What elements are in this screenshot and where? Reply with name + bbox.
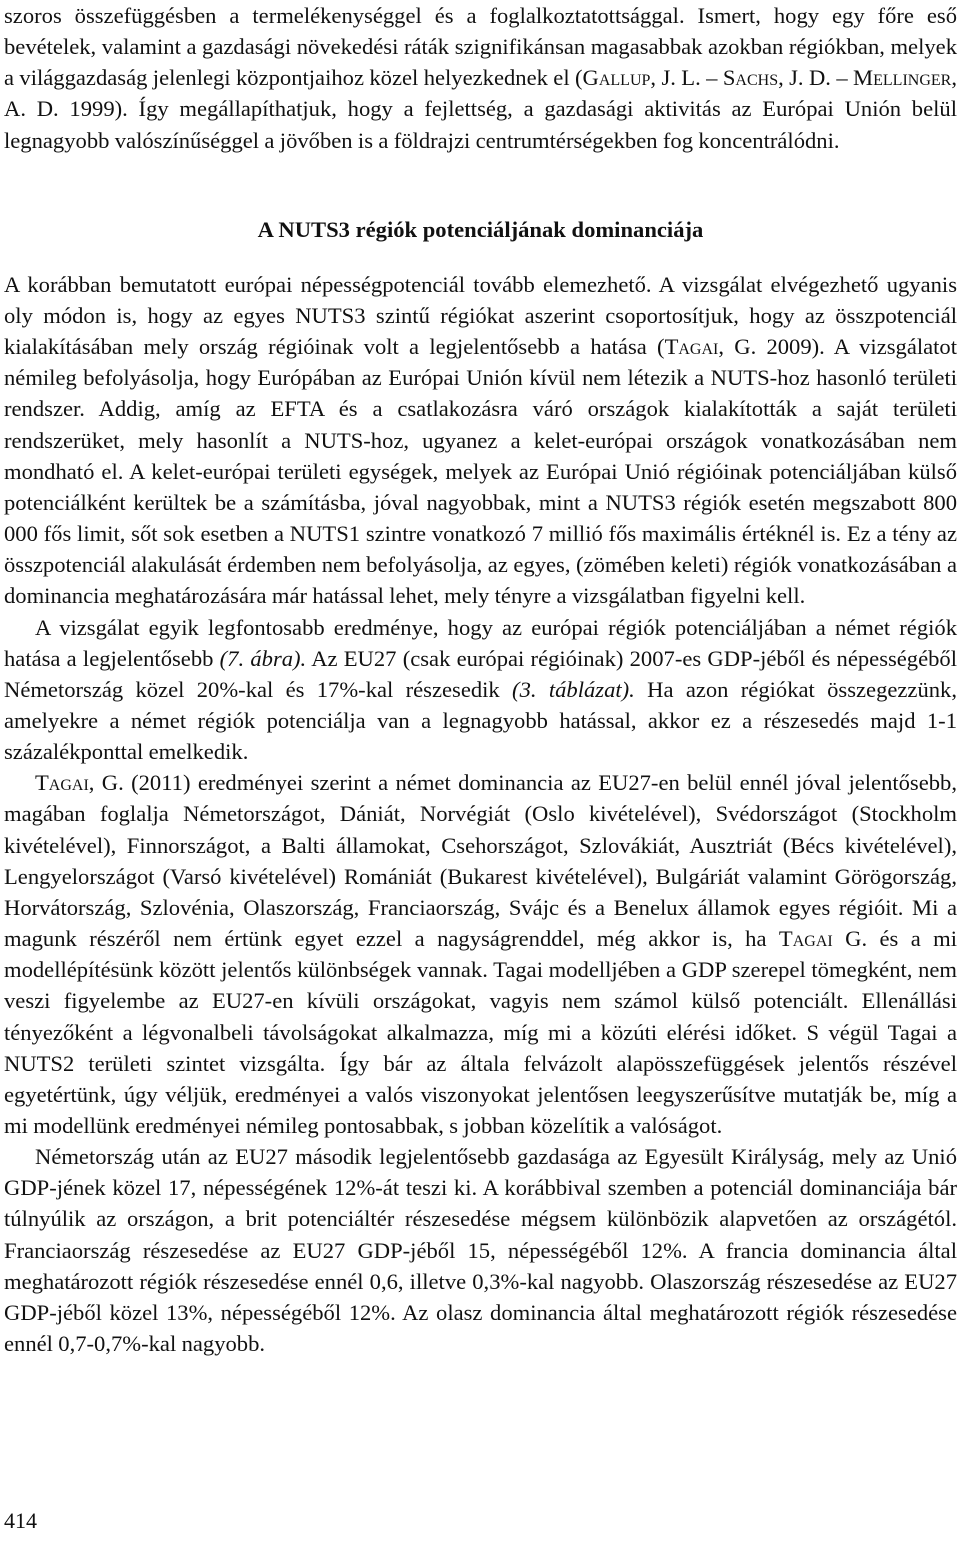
text-run: , G. 2009). A vizsgálatot némileg befolyásolja, hogy Európában az Európai Unión kívül nem létezik a NUTS-hoz hasonló területi rendszer. Addig, amíg az EFTA és a csatlakozásra váró országok kialakították a saját területi rendszerüket, mely hasonlít a NUTS-hoz, ugyanez a kelet-európai országok vonatkozásában nem mondható el. A kelet-európai területi egységek, melyek az Európai Unió régióinak potenciáljában külső potenciálként kerültek be a számításba, jóval nagyobbak, mint a NUTS3 régiók esetén megszabott 800 000 fős limit, sőt sok esetben a NUTS1 szintre vonatkozó 7 millió fős maximális értéknél is. Ez a tény az összpotenciál alakulását érdemben nem befolyásolja, az egyes, (zömében keleti) régiók vonatkozásában a dominancia meghatározására már hatással lehet, mely tényre a vizsgálatban figyelni kell. [4, 334, 957, 609]
author-name: Sachs [722, 65, 779, 91]
figure-reference: (7. ábra). [219, 645, 307, 671]
paragraph-nuts3 [4, 269, 957, 612]
paragraph-german-dominance [4, 612, 957, 768]
text-run: , G. (2011) eredményei szerint a német dominancia az EU27-en belül ennél jóval jelentősebb, magában foglalja Németországot, Dániát, Norvégiát (Oslo kivételével), Svédországot (Stockholm kivételével), Finnországot, a Balti államokat, Csehországot, Szlovákiát, Ausztriát (Bécs kivételével), Lengyelországot (Varsó kivételével) Romániát (Bukarest kivételével), Bulgáriát valamint Görögország, Horvátország, Szlovénia, Olaszország, Franciaország, Svájc és a Benelux államok egyes régióit. Mi a magunk részéről nem értünk egyet ezzel a nagyságrenddel, még akkor is, ha [4, 770, 957, 952]
author-name: Gallup [582, 65, 651, 91]
text-run: A korábban bemutatott európai népességpotenciál tovább elemezhető. A vizsgálat elvégezhető ugyanis oly módon is, hogy az egyes NUTS3 szintű régiókat aszerint csoportosítjuk, hogy az összpotenciál kialakításában mely ország régióinak volt a legjelentősebb a hatása ( [4, 271, 957, 360]
page-number: 414 [4, 1508, 37, 1533]
text-run: Ha azon régiókat összegezzünk, amelyekre a német régiók potenciálja van a legnagyobb hatással, akkor ez a részesedés majd 1-1 százalékponttal emelkedik. [4, 676, 957, 765]
text-run: , J. L. – [650, 65, 723, 91]
paragraph-tagai [4, 767, 957, 1141]
paragraph-intro [4, 0, 957, 156]
text-run: G. és a mi modellépítésünk között jelentős különbségek vannak. Tagai modelljében a GDP szerepel tömegként, nem veszi figyelembe az EU27-en kívüli országokat, vagyis nem számol külső potenciált. Ellenállási tényezőként a légvonalbeli távolságokat alkalmazza, míg mi a közúti elérési időket. S végül Tagai a NUTS2 területi szintet vizsgálta. Így bár az általa felvázolt alapösszefüggések jelentős részével egyetértünk, úgy véljük, eredményei a valós viszonyokat jelentősen leegyszerűsítve mutatják be, míg a mi modellünk eredményei némileg pontosabbak, s jobban közelítik a valóságot. [4, 926, 957, 1138]
section-heading: A NUTS3 régiók potenciáljának dominanciája [257, 216, 704, 242]
text-run: A vizsgálat egyik legfontosabb eredménye, hogy az európai régiók potenciáljában a német régiók hatása a legjelentősebb [4, 614, 957, 671]
page-content [4, 0, 957, 1359]
text-run: , J. D. – [778, 65, 854, 91]
author-name: Mellinger [853, 65, 952, 91]
author-name: Tagai [664, 334, 719, 360]
author-name: Tagai [35, 770, 89, 796]
text-run: Az EU27 (csak európai régióinak) 2007-es GDP-jéből és népességéből Németország közel 20%-kal és 17%-kal részesedik [4, 645, 958, 702]
author-name: Tagai [778, 926, 833, 952]
table-reference: (3. táblázat). [512, 676, 635, 702]
text-run: , A. D. 1999). Így megállapíthatjuk, hogy a fejlettség, a gazdasági aktivitás az Európai Unión belül legnagyobb valószínűséggel a jövőben is a földrajzi centrumtérségekben fog koncentrálódni. [4, 65, 957, 153]
text-run: szoros összefüggésben a termelékenységgel és a foglalkoztatottsággal. Ismert, hogy egy főre eső bevételek, valamint a gazdasági növekedési ráták szignifikánsan magasabbak azokban régiókban, melyek a világgazdaság jelenlegi központjaihoz közel helyezkednek el ( [4, 3, 957, 91]
paragraph-uk-france-italy: Németország után az EU27 második legjelentősebb gazdasága az Egyesült Királyság, mely az Unió GDP-jének közel 17, népességének 12%-át teszi ki. A korábbival szemben a potenciál dominanciája bár túlnyúlik az országon, a brit potenciáltér részesedése mégsem különbözik alapvetően az országétól. Franciaország részesedése az EU27 GDP-jéből 15, népességéből 12%. A francia dominancia által meghatározott régiók részesedése ennél 0,6, illetve 0,3%-kal nagyobb. Olaszország részesedése az EU27 GDP-jéből közel 13%, népességéből 12%. Az olasz dominancia által meghatározott régiók részesedése ennél 0,7-0,7%-kal nagyobb. [4, 1144, 957, 1357]
